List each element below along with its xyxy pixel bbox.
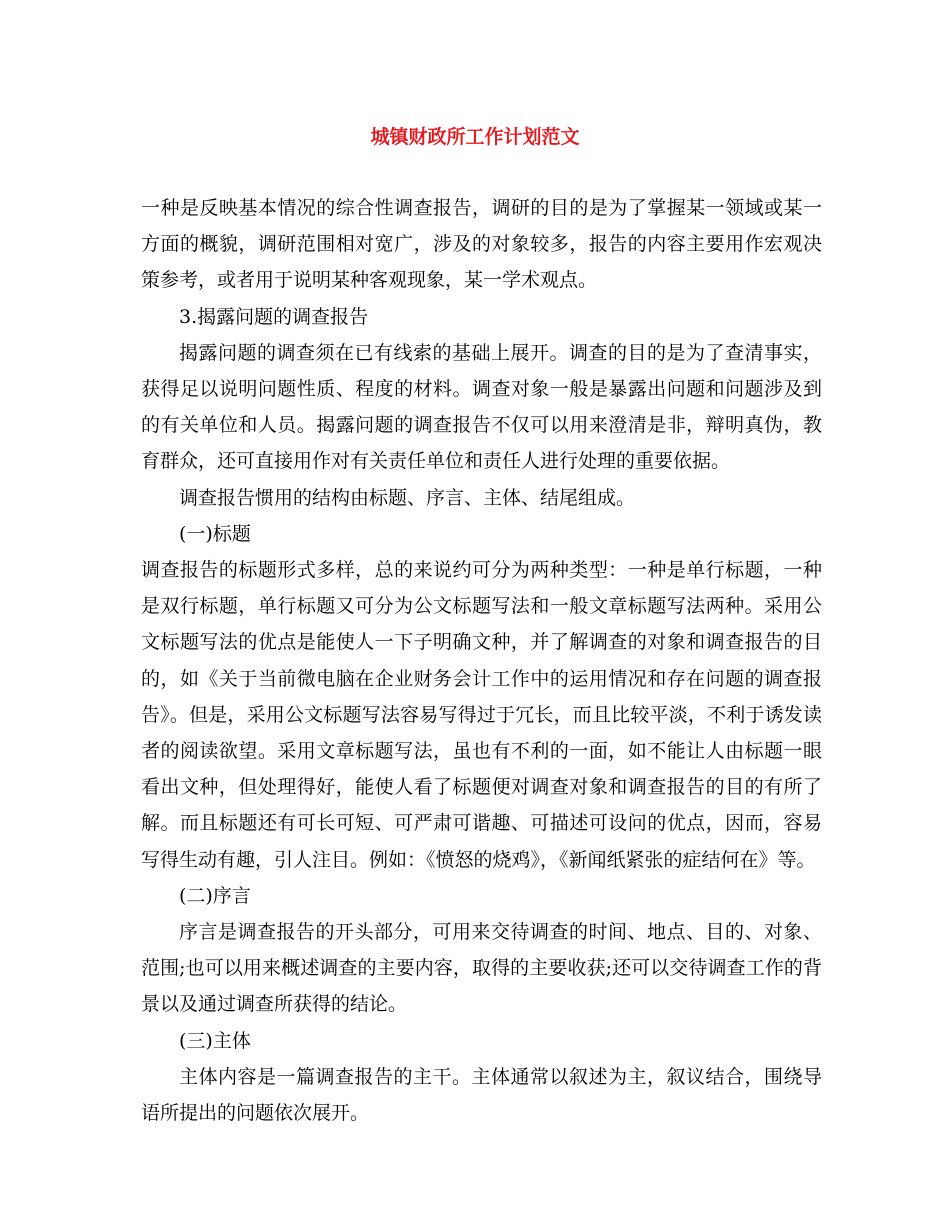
paragraph: (二)序言 <box>179 884 251 907</box>
paragraph: (一)标题 <box>179 522 251 545</box>
paragraph: 序言是调查报告的开头部分，可用来交待调查的时间、地点、目的、对象、范围;也可以用来概述调查的主要内容，取得的主要收获;还可以交待调查工作的背景以及通过调查所获得的结论。 <box>141 921 822 1016</box>
paragraph: 主体内容是一篇调查报告的主干。主体通常以叙述为主，叙议结合，围绕导语所提出的问题依次展开。 <box>141 1065 822 1125</box>
paragraph: 调查报告惯用的结构由标题、序言、主体、结尾组成。 <box>179 486 636 509</box>
document-body <box>141 190 822 1131</box>
paragraph: 一种是反映基本情况的综合性调查报告，调研的目的是为了掌握某一领域或某一方面的概貌，调研范围相对宽广，涉及的对象较多，报告的内容主要用作宏观决策参考，或者用于说明某种客观现象，某一学术观点。 <box>141 197 822 292</box>
paragraph: 调查报告的标题形式多样，总的来说约可分为两种类型：一种是单行标题，一种是双行标题，单行标题又可分为公文标题写法和一般文章标题写法两种。采用公文标题写法的优点是能使人一下子明确文种，并了解调查的对象和调查报告的目的，如《关于当前微电脑在企业财务会计工作中的运用情况和存在问题的调查报告》。但是，采用公文标题写法容易写得过于冗长，而且比较平淡，不利于诱发读者的阅读欲望。采用文章标题写法，虽也有不利的一面，如不能让人由标题一眼看出文种，但处理得好，能使人看了标题便对调查对象和调查报告的目的有所了解。而且标题还有可长可短、可严肃可谐趣、可描述可设问的优点，因而，容易写得生动有趣，引人注目。例如：《愤怒的烧鸡》，《新闻纸紧张的症结何在》等。 <box>141 559 822 871</box>
document-title: 城镇财政所工作计划范文 <box>370 126 580 148</box>
paragraph: 揭露问题的调查须在已有线索的基础上展开。调查的目的是为了查清事实，获得足以说明问题性质、程度的材料。调查对象一般是暴露出问题和问题涉及到的有关单位和人员。揭露问题的调查报告不仅可以用来澄清是非，辩明真伪，教育群众，还可直接用作对有关责任单位和责任人进行处理的重要依据。 <box>141 341 822 473</box>
paragraph: 3.揭露问题的调查报告 <box>179 305 369 328</box>
paragraph: (三)主体 <box>179 1029 251 1052</box>
